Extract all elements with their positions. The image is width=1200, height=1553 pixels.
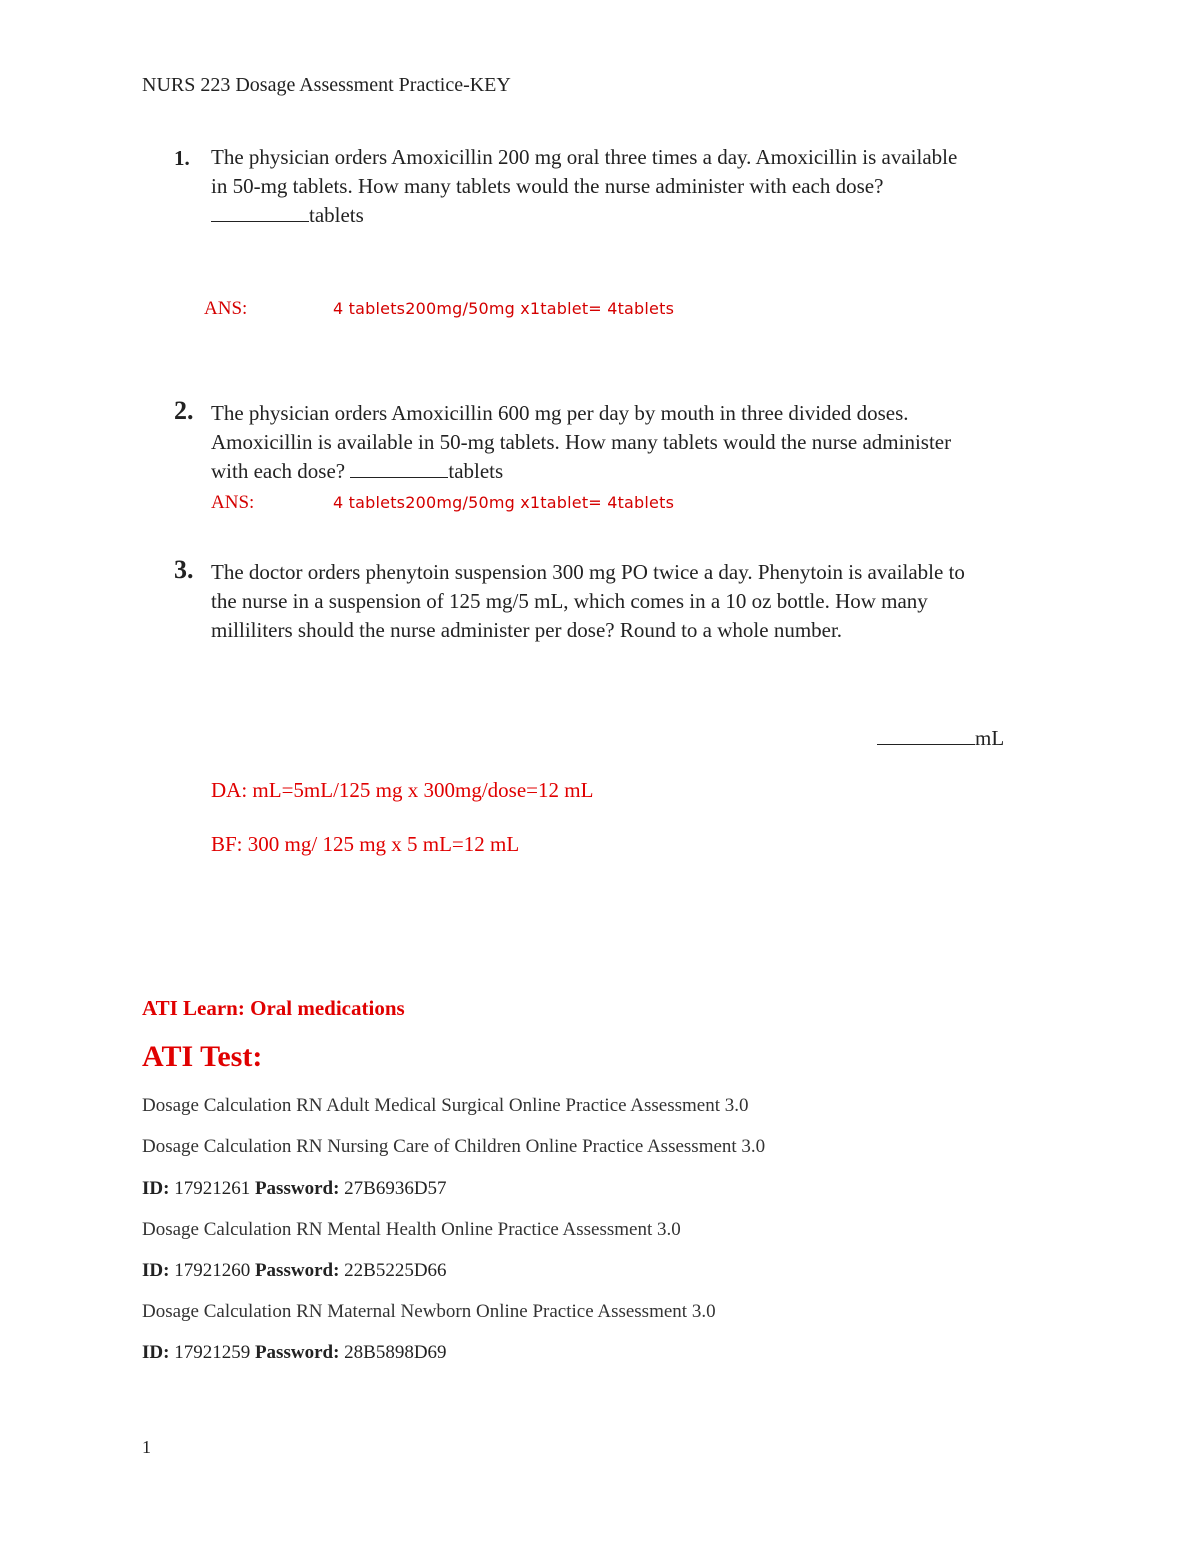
assessment-mental-health: Dosage Calculation RN Mental Health Online Practice Assessment 3.0 [142,1219,681,1240]
id-value: 17921261 [174,1178,251,1199]
credentials-maternal-newborn [142,1342,447,1364]
question-2-line-1: The physician orders Amoxicillin 600 mg per day by mouth in three divided doses. [211,401,909,425]
question-2-number: 2. [174,396,194,425]
ati-learn-heading: ATI Learn: Oral medications [142,996,405,1020]
question-2-line-2: Amoxicillin is available in 50-mg tablets. How many tablets would the nurse administer [211,430,952,454]
id-label: ID: [142,1260,170,1281]
id-value: 17921259 [174,1342,251,1363]
question-3-line-2: the nurse in a suspension of 125 mg/5 mL, which comes in a 10 oz bottle. How many [211,589,928,613]
question-2-ans-label: ANS: [211,492,255,513]
password-value: 27B6936D57 [344,1178,447,1199]
assessment-maternal-newborn: Dosage Calculation RN Maternal Newborn Online Practice Assessment 3.0 [142,1301,716,1322]
question-3-line-3: milliliters should the nurse administer per dose? Round to a whole number. [211,618,843,642]
question-3-number: 3. [174,555,194,584]
answer-blank[interactable] [877,724,975,745]
question-2-text [211,399,951,486]
question-3-text [211,558,965,645]
question-3-da-calc: DA: mL=5mL/125 mg x 300mg/dose=12 mL [211,778,594,802]
credentials-children [142,1178,447,1200]
page-title: NURS 223 Dosage Assessment Practice-KEY [142,74,511,96]
answer-unit: tablets [309,203,364,227]
question-1-ans-calc: 4 tablets200mg/50mg x1tablet= 4tablets [333,299,675,318]
page-number: 1 [142,1437,151,1457]
question-1-answer-line [211,201,957,230]
id-label: ID: [142,1178,170,1199]
id-label: ID: [142,1342,170,1363]
password-value: 28B5898D69 [344,1342,447,1363]
question-3-bf-calc: BF: 300 mg/ 125 mg x 5 mL=12 mL [211,832,520,856]
credentials-mental-health [142,1260,447,1282]
password-label: Password: [254,1178,340,1199]
ati-test-heading: ATI Test: [142,1040,263,1073]
password-label: Password: [254,1342,340,1363]
password-label: Password: [254,1260,340,1281]
question-2-line-3-text: with each dose? [211,459,346,483]
question-1-number: 1. [174,146,190,170]
question-2-line-3 [211,457,951,486]
assessment-children: Dosage Calculation RN Nursing Care of Children Online Practice Assessment 3.0 [142,1136,766,1157]
question-1-line-1: The physician orders Amoxicillin 200 mg oral three times a day. Amoxicillin is available [211,145,958,169]
answer-unit: mL [975,726,1005,750]
question-1-line-2: in 50-mg tablets. How many tablets would the nurse administer with each dose? [211,174,884,198]
id-value: 17921260 [174,1260,251,1281]
question-3-line-1: The doctor orders phenytoin suspension 300 mg PO twice a day. Phenytoin is available to [211,560,965,584]
answer-blank[interactable] [211,201,309,222]
question-1-text [211,143,957,230]
assessment-adult-med-surg: Dosage Calculation RN Adult Medical Surgical Online Practice Assessment 3.0 [142,1095,749,1116]
question-3-answer-line [877,724,1004,753]
answer-blank[interactable] [350,457,448,478]
password-value: 22B5225D66 [344,1260,447,1281]
question-1-ans-label: ANS: [204,298,248,319]
question-2-ans-calc: 4 tablets200mg/50mg x1tablet= 4tablets [333,493,675,512]
answer-unit: tablets [448,459,504,483]
